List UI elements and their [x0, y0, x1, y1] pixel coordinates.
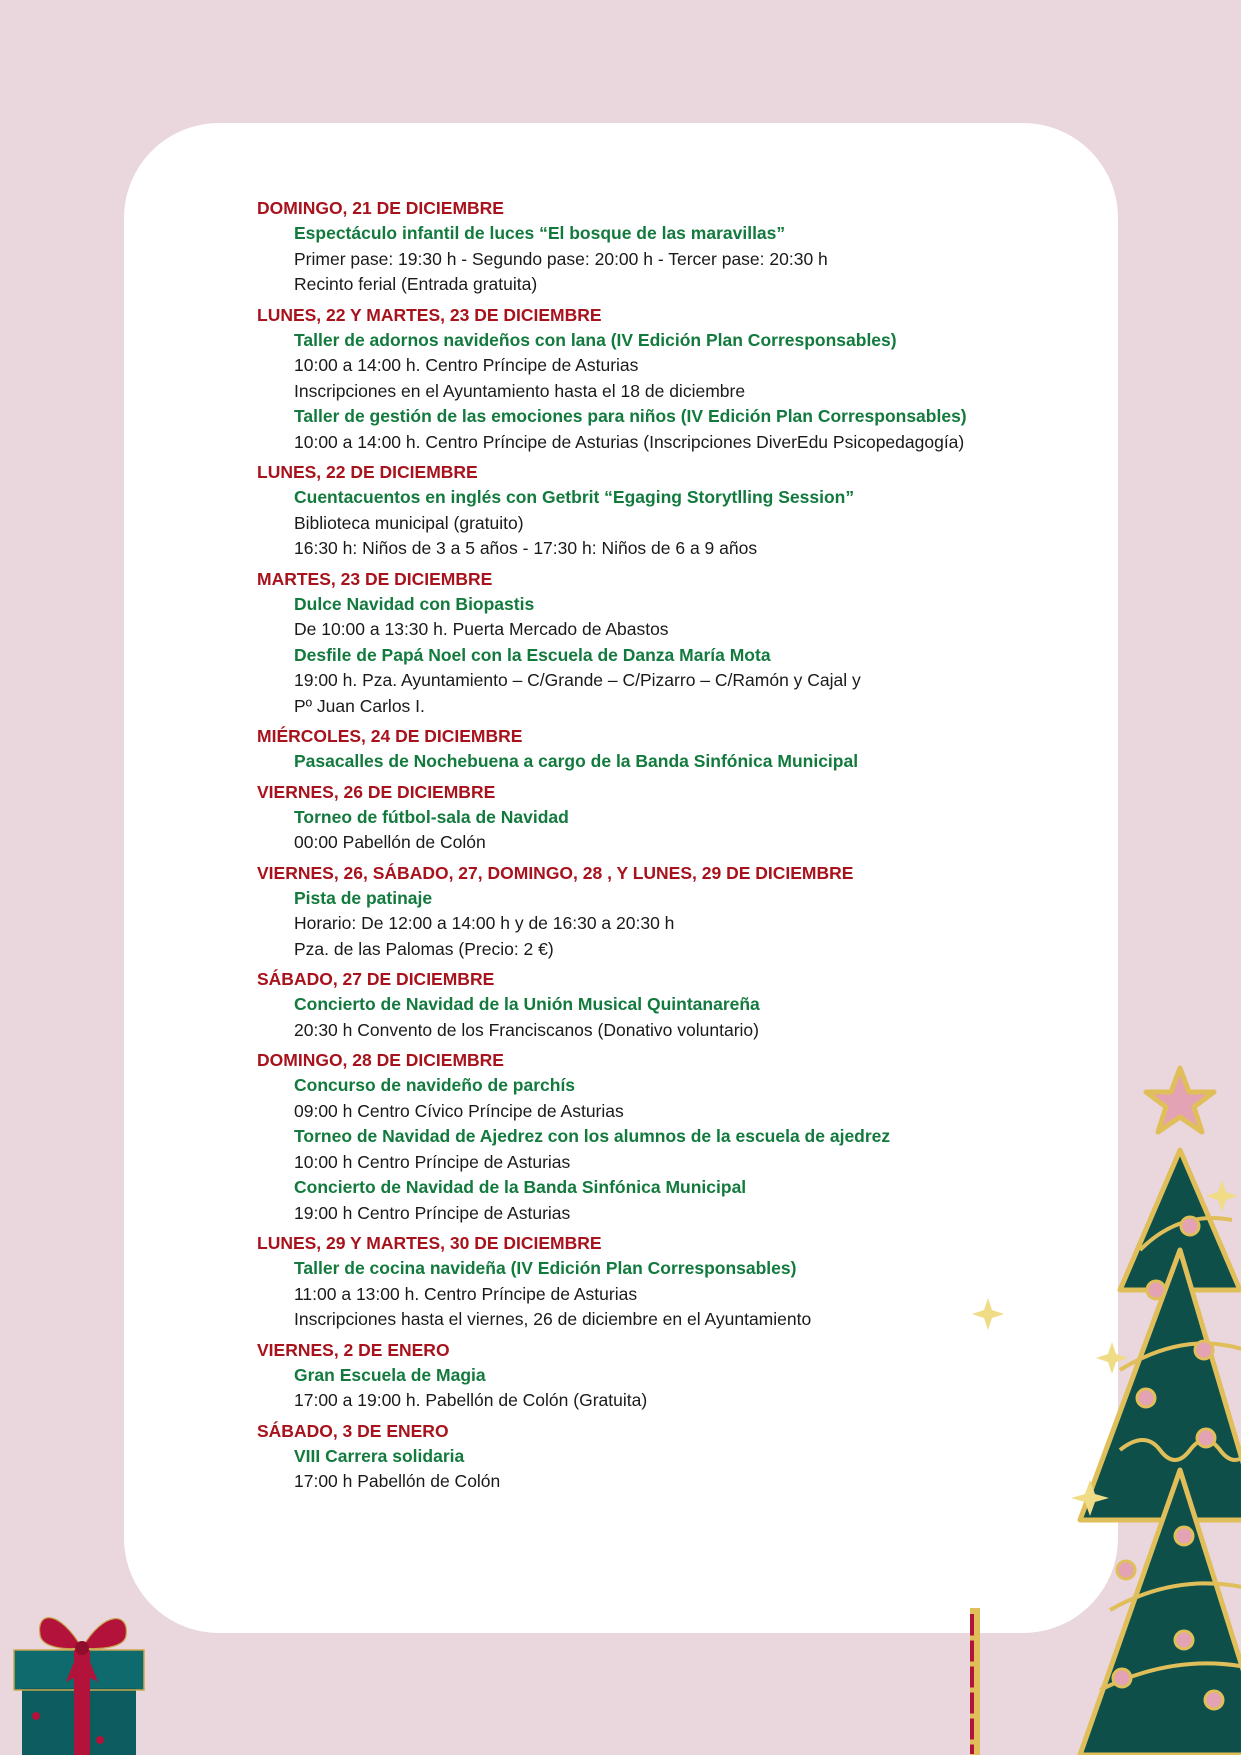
- day-section: [257, 1231, 1077, 1333]
- event-item: [257, 805, 1077, 856]
- day-heading: LUNES, 22 Y MARTES, 23 DE DICIEMBRE: [257, 304, 602, 325]
- day-heading: LUNES, 29 Y MARTES, 30 DE DICIEMBRE: [257, 1233, 602, 1253]
- event-item: [257, 1073, 1077, 1124]
- event-detail: 19:00 h Centro Príncipe de Asturias: [294, 1202, 571, 1223]
- day-heading: LUNES, 22 DE DICIEMBRE: [257, 462, 478, 482]
- present-box-icon: [970, 1608, 980, 1755]
- day-heading: DOMINGO, 21 DE DICIEMBRE: [257, 198, 504, 218]
- event-title: Gran Escuela de Magia: [294, 1364, 486, 1385]
- day-heading: DOMINGO, 28 DE DICIEMBRE: [257, 1050, 504, 1070]
- event-detail: Recinto ferial (Entrada gratuita): [294, 274, 538, 294]
- event-detail: Inscripciones en el Ayuntamiento hasta el 18 de diciembre: [294, 380, 746, 401]
- day-heading: MIÉRCOLES, 24 DE DICIEMBRE: [257, 726, 523, 746]
- event-item: [257, 1363, 1077, 1414]
- event-title: Desfile de Papá Noel con la Escuela de Danza María Mota: [294, 644, 771, 665]
- event-detail: Horario: De 12:00 a 14:00 h y de 16:30 a 20:30 h: [294, 913, 675, 933]
- day-section: [257, 460, 1077, 562]
- event-detail: Primer pase: 19:30 h - Segundo pase: 20:00 h - Tercer pase: 20:30 h: [294, 248, 828, 269]
- day-section: [257, 303, 1077, 456]
- event-title: Pasacalles de Nochebuena a cargo de la Banda Sinfónica Municipal: [294, 751, 859, 771]
- event-item: [257, 592, 1077, 643]
- event-item: [257, 1175, 1077, 1226]
- event-title: Concierto de Navidad de la Banda Sinfónica Municipal: [294, 1177, 747, 1197]
- day-heading: VIERNES, 26 DE DICIEMBRE: [257, 781, 496, 802]
- event-detail: 20:30 h Convento de los Franciscanos (Donativo voluntario): [294, 1019, 759, 1040]
- day-section: [257, 196, 1077, 298]
- event-detail: 10:00 a 14:00 h. Centro Príncipe de Asturias: [294, 355, 639, 375]
- event-detail: Inscripciones hasta el viernes, 26 de diciembre en el Ayuntamiento: [294, 1309, 812, 1329]
- event-item: [257, 886, 1077, 963]
- event-detail: 16:30 h: Niños de 3 a 5 años - 17:30 h: Niños de 6 a 9 años: [294, 538, 758, 558]
- day-heading: VIERNES, 2 DE ENERO: [257, 1339, 450, 1360]
- event-detail: 17:00 h Pabellón de Colón: [294, 1471, 501, 1491]
- event-detail: 09:00 h Centro Cívico Príncipe de Asturias: [294, 1100, 624, 1121]
- event-title: Torneo de Navidad de Ajedrez con los alumnos de la escuela de ajedrez: [294, 1126, 891, 1146]
- event-item: [257, 221, 1077, 298]
- event-item: [257, 643, 1077, 720]
- event-detail: 17:00 a 19:00 h. Pabellón de Colón (Gratuita): [294, 1390, 648, 1410]
- day-section: [257, 967, 1077, 1043]
- event-item: [257, 1444, 1077, 1495]
- event-title: Dulce Navidad con Biopastis: [294, 593, 535, 614]
- event-item: [257, 328, 1077, 405]
- event-title: Espectáculo infantil de luces “El bosque de las maravillas”: [294, 223, 786, 243]
- event-title: Taller de adornos navideños con lana (IV Edición Plan Corresponsables): [294, 329, 897, 350]
- event-detail: 19:00 h. Pza. Ayuntamiento – C/Grande – C/Pizarro – C/Ramón y Cajal y: [294, 670, 861, 690]
- day-section: [257, 567, 1077, 720]
- event-title: Taller de cocina navideña (IV Edición Plan Corresponsables): [294, 1258, 797, 1278]
- day-heading: MARTES, 23 DE DICIEMBRE: [257, 568, 493, 589]
- event-item: [257, 1256, 1077, 1333]
- event-title: Torneo de fútbol-sala de Navidad: [294, 806, 569, 827]
- event-detail: De 10:00 a 13:30 h. Puerta Mercado de Abastos: [294, 619, 669, 639]
- day-section: [257, 861, 1077, 963]
- event-title: Pista de patinaje: [294, 887, 433, 908]
- day-section: [257, 780, 1077, 856]
- event-schedule: [257, 196, 1077, 1500]
- event-item: [257, 1124, 1077, 1175]
- event-title: Concurso de navideño de parchís: [294, 1075, 576, 1095]
- event-detail: 10:00 a 14:00 h. Centro Príncipe de Asturias (Inscripciones DiverEdu Psicopedagogía): [294, 431, 965, 452]
- event-title: VIII Carrera solidaria: [294, 1445, 465, 1466]
- day-heading: VIERNES, 26, SÁBADO, 27, DOMINGO, 28 , Y LUNES, 29 DE DICIEMBRE: [257, 862, 854, 883]
- event-detail: 00:00 Pabellón de Colón: [294, 832, 486, 852]
- day-heading: SÁBADO, 27 DE DICIEMBRE: [257, 969, 495, 989]
- day-section: [257, 1338, 1077, 1414]
- event-item: [257, 749, 1077, 775]
- event-item: [257, 404, 1077, 455]
- event-detail: Pº Juan Carlos I.: [294, 695, 425, 716]
- gift-box-icon: [0, 1590, 160, 1755]
- event-title: Cuentacuentos en inglés con Getbrit “Egaging Storytlling Session”: [294, 487, 855, 507]
- event-detail: 11:00 a 13:00 h. Centro Príncipe de Asturias: [294, 1283, 638, 1304]
- event-item: [257, 485, 1077, 562]
- event-detail: 10:00 h Centro Príncipe de Asturias: [294, 1151, 571, 1172]
- event-detail: Biblioteca municipal (gratuito): [294, 512, 524, 533]
- event-detail: Pza. de las Palomas (Precio: 2 €): [294, 938, 554, 959]
- event-title: Taller de gestión de las emociones para niños (IV Edición Plan Corresponsables): [294, 406, 967, 426]
- day-heading: SÁBADO, 3 DE ENERO: [257, 1420, 449, 1441]
- day-section: [257, 1419, 1077, 1495]
- day-section: [257, 1048, 1077, 1226]
- christmas-tree-icon: [970, 1050, 1241, 1755]
- event-title: Concierto de Navidad de la Unión Musical Quintanareña: [294, 994, 760, 1014]
- star-icon: [1146, 1068, 1214, 1132]
- day-section: [257, 724, 1077, 775]
- event-item: [257, 992, 1077, 1043]
- tree-body: [1080, 1150, 1241, 1755]
